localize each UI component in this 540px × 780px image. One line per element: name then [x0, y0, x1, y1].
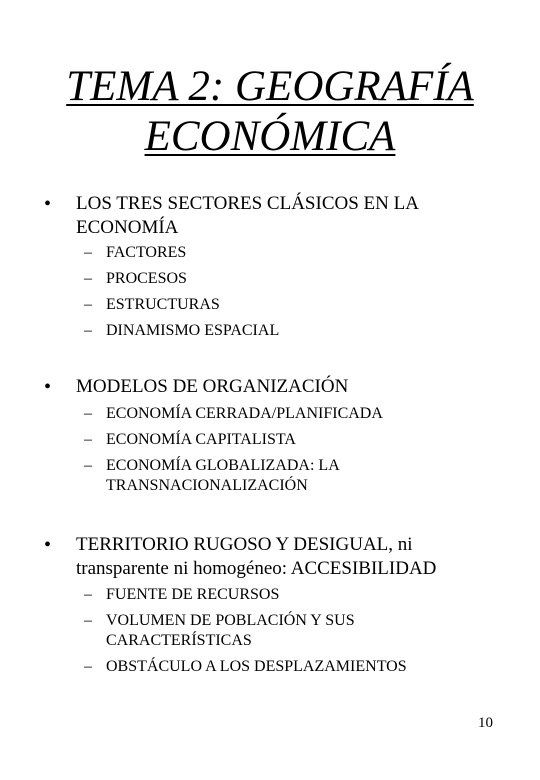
subitem-list [0, 243, 540, 341]
subitem-list [0, 585, 540, 677]
list-item-label: VOLUMEN DE POBLACIÓN Y SUS CARACTERÍSTICAS [106, 612, 355, 649]
list-item-label: PROCESOS [106, 270, 187, 287]
list-item-label: ESTRUCTURAS [106, 296, 220, 313]
list-item [0, 269, 466, 289]
dash-marker: – [84, 431, 92, 448]
list-item [0, 657, 466, 677]
list-item-label: DINAMISMO ESPACIAL [106, 322, 280, 339]
dash-marker: – [84, 405, 92, 422]
dash-marker: – [84, 322, 92, 339]
page-title [0, 62, 540, 162]
bullet-marker: • [44, 376, 52, 398]
subitem-list [0, 404, 540, 496]
bullet-marker: • [44, 193, 52, 215]
list-item [0, 295, 466, 315]
section-heading: LOS TRES SECTORES CLÁSICOS EN LA ECONOMÍA [76, 193, 418, 238]
list-item [0, 430, 466, 450]
dash-marker: – [84, 658, 92, 675]
list-item [0, 456, 406, 496]
list-item-label: ECONOMÍA CERRADA/PLANIFICADA [106, 405, 383, 422]
bullet-marker: • [44, 534, 52, 556]
list-item [0, 321, 466, 341]
section-heading: TERRITORIO RUGOSO Y DESIGUAL, ni transparente ni homogéneo: ACCESIBILIDAD [76, 534, 437, 579]
list-item [0, 585, 466, 605]
dash-marker: – [84, 612, 92, 629]
page-number: 10 [478, 715, 493, 731]
list-item [0, 611, 406, 651]
list-item [0, 243, 466, 263]
list-item-label: ECONOMÍA CAPITALISTA [106, 431, 296, 448]
dash-marker: – [84, 586, 92, 603]
section-heading: MODELOS DE ORGANIZACIÓN [76, 376, 349, 397]
list-item-label: ECONOMÍA GLOBALIZADA: LA TRANSNACIONALIZACIÓN [106, 457, 339, 494]
dash-marker: – [84, 296, 92, 313]
list-item-label: FACTORES [106, 244, 187, 261]
list-item-label: OBSTÁCULO A LOS DESPLAZAMIENTOS [106, 658, 407, 675]
list-item-label: FUENTE DE RECURSOS [106, 586, 280, 603]
title-line-1: TEMA 2: GEOGRAFÍA [66, 63, 474, 110]
dash-marker: – [84, 244, 92, 261]
title-line-2: ECONÓMICA [144, 113, 396, 160]
dash-marker: – [84, 457, 92, 474]
list-item [0, 404, 466, 424]
dash-marker: – [84, 270, 92, 287]
